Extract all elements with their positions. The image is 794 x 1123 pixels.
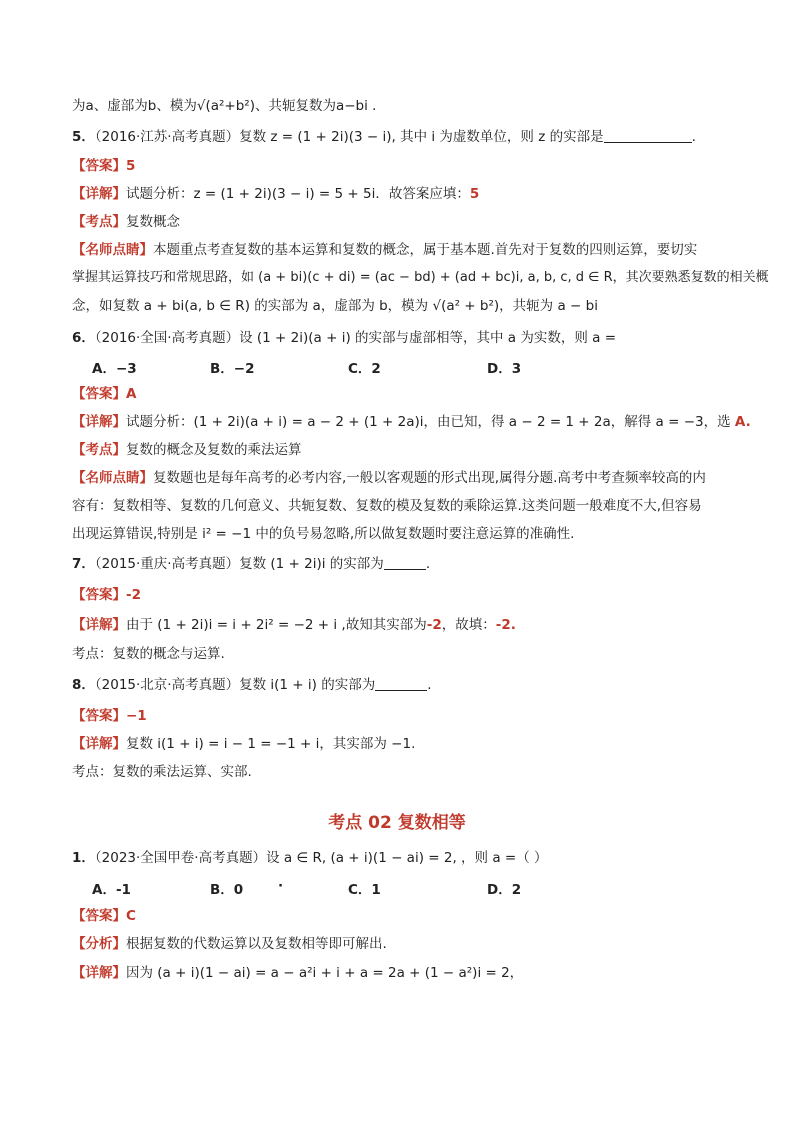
problem-1 — [72, 848, 734, 868]
question-number: 5． — [72, 129, 95, 145]
answer-tag: 【答案】 — [72, 587, 126, 603]
detail-line — [72, 963, 734, 983]
point-text: 考点：复数的概念与运算. — [72, 646, 225, 662]
detail-answer: 5 — [469, 186, 480, 202]
answer-value: A — [126, 386, 137, 402]
question-number: 8． — [72, 677, 95, 693]
question-source: （2015·重庆·高考真题） — [94, 556, 240, 572]
tip-line — [72, 240, 734, 260]
tip-text: 念，如复数 a + bi(a, b ∈ R) 的实部为 a，虚部为 b，模为 √(a² + b²)，共轭为 a − bi — [72, 298, 598, 314]
detail-text: 因为 (a + i)(1 − ai) = a − a²i + i + a = 2a + (1 − a²)i = 2， — [126, 965, 524, 981]
question-text: 复数 i(1 + i) 的实部为 — [239, 677, 376, 693]
detail-answer: A. — [734, 414, 751, 430]
point-line — [72, 644, 734, 664]
answer-tag: 【答案】 — [72, 908, 126, 924]
tip-line — [72, 524, 734, 544]
point-text: 复数概念 — [126, 214, 180, 230]
punctuation: . — [691, 129, 696, 145]
tip-tag: 【名师点睛】 — [72, 470, 153, 486]
question-number: 1． — [72, 850, 95, 866]
option-c: C．1 — [348, 882, 381, 898]
decorative-dot: · — [278, 878, 284, 894]
detail-text: 试题分析：(1 + 2i)(a + i) = a − 2 + (1 + 2a)i，由已知，得 a − 2 = 1 + 2a，解得 a = −3，选 — [126, 414, 735, 430]
point-line — [72, 762, 734, 782]
detail-tag: 【详解】 — [72, 186, 126, 202]
answer-blank — [375, 676, 427, 691]
tip-tag: 【名师点睛】 — [72, 242, 153, 258]
answer-blank — [604, 128, 692, 143]
question-6 — [72, 328, 734, 348]
option-a: A．−3 — [92, 361, 137, 377]
detail-text: 试题分析：z = (1 + 2i)(3 − i) = 5 + 5i．故答案应填： — [126, 186, 470, 202]
point-tag: 【考点】 — [72, 442, 126, 458]
option-c: C．2 — [348, 361, 381, 377]
detail-text: 复数 i(1 + i) = i − 1 = −1 + i，其实部为 −1. — [126, 736, 416, 752]
question-7 — [72, 554, 734, 574]
analysis-tag: 【分析】 — [72, 936, 126, 952]
tip-line — [72, 468, 734, 488]
tip-line — [72, 296, 734, 316]
continuation-text: 为a、虚部为b、模为√(a²+b²)、共轭复数为a−bi . — [72, 98, 377, 114]
question-number: 7． — [72, 556, 95, 572]
detail-answer: -2. — [495, 617, 516, 633]
tip-text: 复数题也是每年高考的必考内容,一般以客观题的形式出现,属得分题.高考中考查频率较高的内 — [153, 470, 706, 486]
detail-tag: 【详解】 — [72, 617, 126, 633]
tip-line — [72, 268, 769, 288]
analysis-text: 根据复数的代数运算以及复数相等即可解出. — [126, 936, 387, 952]
tip-text: 出现运算错误,特别是 i² = −1 中的负号易忽略,所以做复数题时要注意运算的准确性. — [72, 526, 575, 542]
answer-value: 5 — [126, 158, 136, 174]
question-5 — [72, 127, 734, 147]
detail-text: 由于 (1 + 2i)i = i + 2i² = −2 + i ,故知其实部为 — [126, 617, 427, 633]
text-line — [72, 96, 734, 116]
answer-line — [72, 706, 734, 726]
point-tag: 【考点】 — [72, 214, 126, 230]
question-text: 复数 (1 + 2i)i 的实部为 — [239, 556, 384, 572]
point-line — [72, 212, 734, 232]
detail-tag: 【详解】 — [72, 965, 126, 981]
detail-line — [72, 184, 734, 204]
answer-value: C — [126, 908, 136, 924]
question-source: （2023·全国甲卷·高考真题） — [94, 850, 267, 866]
question-source: （2016·江苏·高考真题） — [94, 129, 240, 145]
question-number: 6． — [72, 330, 95, 346]
point-line — [72, 440, 734, 460]
detail-tag: 【详解】 — [72, 414, 126, 430]
question-source: （2016·全国·高考真题） — [94, 330, 240, 346]
answer-value: -2 — [126, 587, 141, 603]
point-text: 考点：复数的乘法运算、实部. — [72, 764, 252, 780]
question-8 — [72, 675, 734, 695]
question-text: 设 a ∈ R, (a + i)(1 − ai) = 2, ，则 a =（ ） — [266, 850, 548, 866]
answer-tag: 【答案】 — [72, 708, 126, 724]
answer-tag: 【答案】 — [72, 158, 126, 174]
answer-line — [72, 384, 734, 404]
punctuation: . — [427, 677, 432, 693]
option-b: B．0 — [210, 882, 244, 898]
punctuation: . — [425, 556, 431, 572]
question-text: 复数 z = (1 + 2i)(3 − i), 其中 i 为虚数单位，则 z 的实部是 — [239, 129, 604, 145]
option-a: A．-1 — [92, 882, 131, 898]
question-source: （2015·北京·高考真题） — [94, 677, 240, 693]
detail-tag: 【详解】 — [72, 736, 126, 752]
detail-line — [72, 615, 734, 635]
section-heading: 考点 02 复数相等 — [328, 813, 466, 833]
answer-line — [72, 585, 734, 605]
tip-text: 本题重点考查复数的基本运算和复数的概念，属于基本题.首先对于复数的四则运算，要切实 — [153, 242, 698, 258]
detail-line — [72, 412, 751, 432]
tip-line — [72, 496, 734, 516]
option-d: D．2 — [487, 882, 522, 898]
analysis-line — [72, 934, 734, 954]
detail-text: ，故填： — [441, 617, 496, 633]
question-text: 设 (1 + 2i)(a + i) 的实部与虚部相等，其中 a 为实数，则 a = — [239, 330, 617, 346]
answer-blank — [384, 555, 426, 570]
answer-value: −1 — [126, 708, 147, 724]
tip-text: 容有：复数相等、复数的几何意义、共轭复数、复数的模及复数的乘除运算.这类问题一般难度不大,但容易 — [72, 498, 702, 514]
answer-line — [72, 156, 734, 176]
detail-line — [72, 734, 734, 754]
option-d: D．3 — [487, 361, 522, 377]
point-text: 复数的概念及复数的乘法运算 — [126, 442, 302, 458]
detail-answer: -2 — [426, 617, 442, 633]
answer-tag: 【答案】 — [72, 386, 126, 402]
option-b: B．−2 — [210, 361, 255, 377]
tip-text: 掌握其运算技巧和常规思路，如 (a + bi)(c + di) = (ac − bd) + (ad + bc)i, a, b, c, d ∈ R，其次要熟悉复数的相关概 — [72, 270, 769, 285]
answer-line — [72, 906, 734, 926]
